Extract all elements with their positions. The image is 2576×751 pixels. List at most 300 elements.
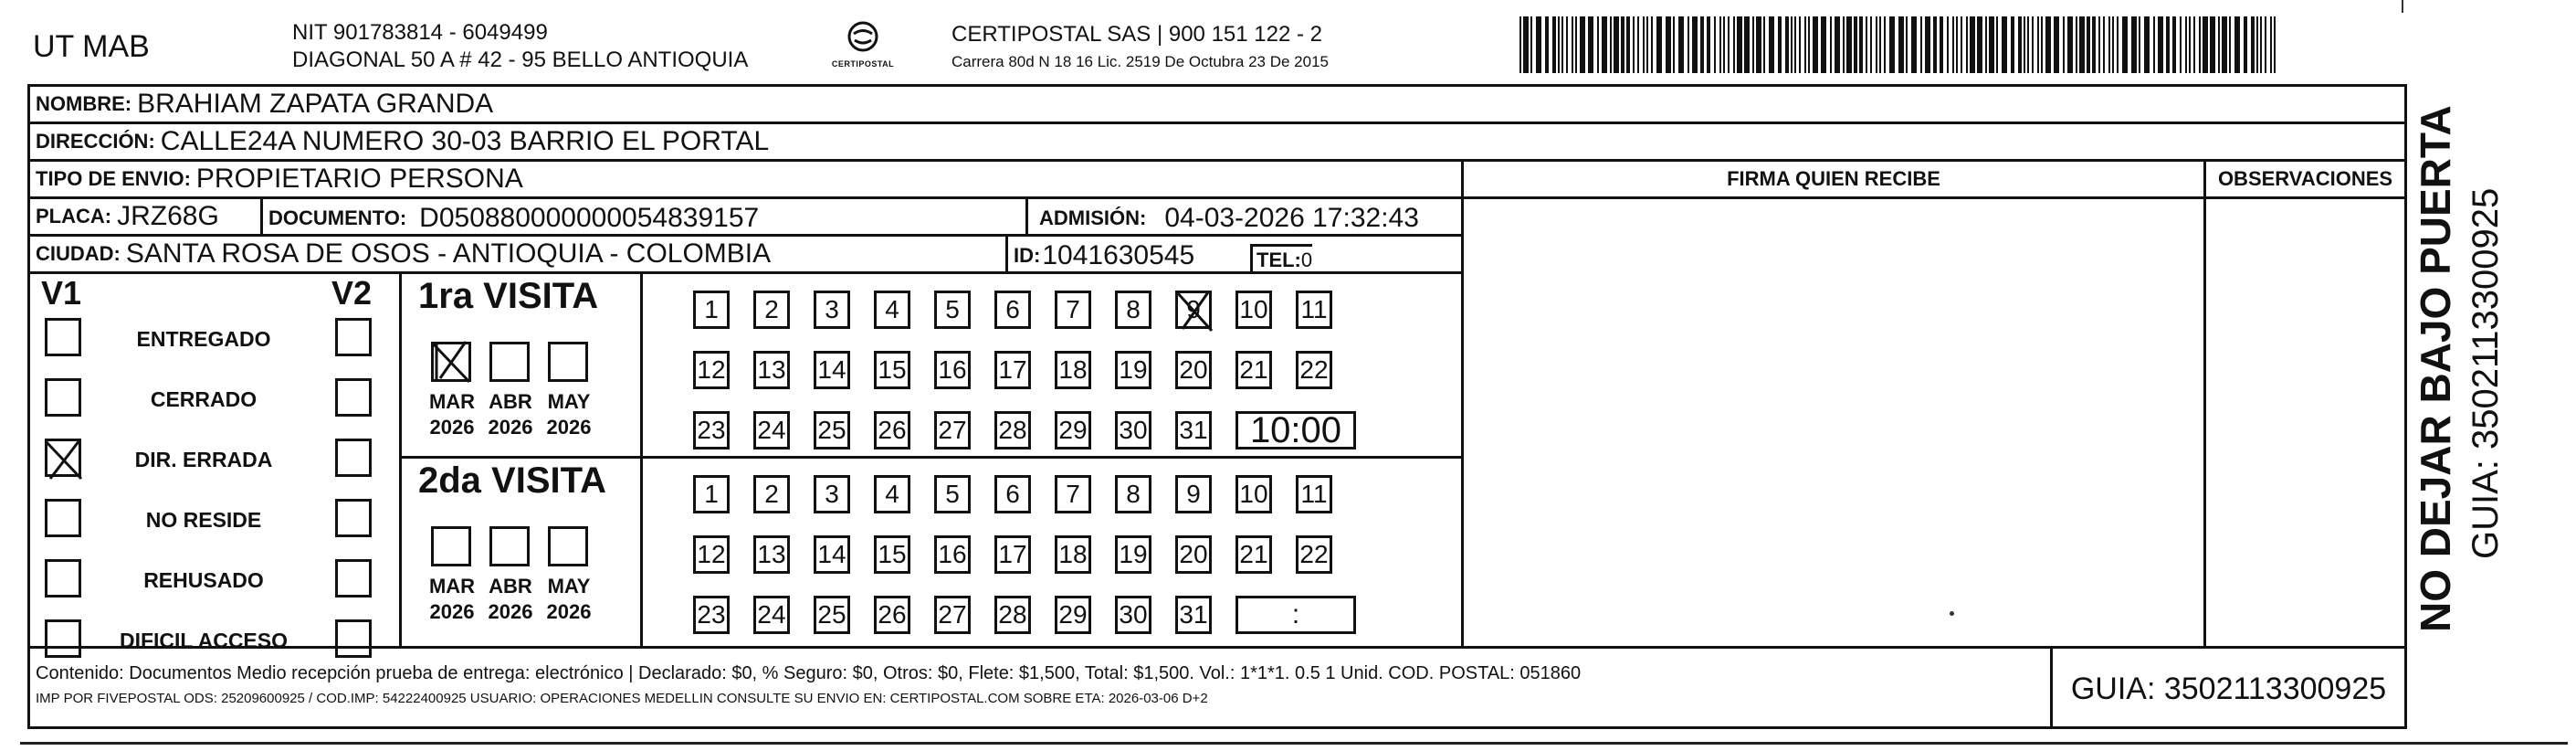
day-checkbox[interactable] xyxy=(1055,475,1091,513)
day-checkbox[interactable] xyxy=(814,596,850,634)
barcode-bar xyxy=(2256,16,2258,73)
barcode-bar xyxy=(2041,16,2043,73)
barcode-bar xyxy=(1646,16,1648,73)
documento-label: DOCUMENTO: xyxy=(268,206,407,229)
month-label xyxy=(537,389,601,440)
month-year: 2026 xyxy=(488,416,533,439)
reason-label: NO RESIDE xyxy=(145,508,262,532)
id-value: 1041630545 xyxy=(1042,239,1195,270)
month-label xyxy=(420,389,484,440)
side-warning: NO DEJAR BAJO PUERTA xyxy=(2412,105,2459,632)
barcode-bar xyxy=(2067,16,2073,73)
tipo-value: PROPIETARIO PERSONA xyxy=(195,164,523,194)
day-checkbox[interactable] xyxy=(934,291,971,329)
barcode-bar xyxy=(1985,16,1987,73)
barcode-bar xyxy=(2251,16,2255,73)
day-checkbox[interactable] xyxy=(1115,535,1151,574)
day-label: 6 xyxy=(1005,480,1020,508)
barcode-bar xyxy=(1854,16,1857,73)
barcode-bar xyxy=(1744,16,1750,73)
barcode-bar xyxy=(1791,16,1793,73)
barcode-bar xyxy=(2172,16,2176,73)
day-checkbox[interactable] xyxy=(994,291,1031,329)
side-guia: GUIA: 3502113300925 xyxy=(2466,187,2506,559)
barcode-bar xyxy=(1794,16,1796,73)
v2-checkbox[interactable] xyxy=(335,559,372,598)
day-checkbox[interactable] xyxy=(1296,291,1332,329)
month-checkbox[interactable] xyxy=(489,526,530,566)
day-checkbox[interactable] xyxy=(994,535,1031,574)
barcode-bar xyxy=(1956,16,1958,73)
barcode-bar xyxy=(2189,16,2191,73)
day-checkbox[interactable] xyxy=(1235,351,1272,389)
barcode-bar xyxy=(1566,16,1568,73)
barcode-bar xyxy=(1602,16,1607,73)
day-label: 17 xyxy=(998,355,1027,384)
v1-checkbox[interactable] xyxy=(45,318,81,356)
barcode-bar xyxy=(2103,16,2105,73)
reason-label: DIR. ERRADA xyxy=(134,448,273,471)
barcode-bar xyxy=(1821,16,1826,73)
barcode-bar xyxy=(2117,16,2119,73)
barcode-bar xyxy=(1700,16,1704,73)
barcode xyxy=(1519,16,2287,73)
day-checkbox[interactable] xyxy=(1115,351,1151,389)
v2-label: V2 xyxy=(331,274,373,312)
barcode-bar xyxy=(1707,16,1710,73)
day-checkbox[interactable] xyxy=(1175,351,1212,389)
barcode-bar xyxy=(2079,16,2085,73)
day-checkbox[interactable] xyxy=(753,535,790,574)
day-label: 27 xyxy=(938,416,967,444)
day-label: 27 xyxy=(938,600,967,629)
day-checkbox[interactable] xyxy=(1115,411,1151,450)
barcode-bar xyxy=(1870,16,1872,73)
ciudad-value: SANTA ROSA DE OSOS - ANTIOQUIA - COLOMBIA xyxy=(125,238,772,269)
day-label: 11 xyxy=(1300,295,1328,323)
month-name: MAY xyxy=(547,575,591,598)
placa-value: JRZ68G xyxy=(117,201,219,231)
barcode-bar xyxy=(2032,16,2034,73)
day-checkbox[interactable] xyxy=(934,596,971,634)
day-label: 29 xyxy=(1058,600,1088,629)
barcode-bar xyxy=(2092,16,2096,73)
barcode-bar xyxy=(1933,16,1937,73)
day-checkbox[interactable] xyxy=(1175,411,1212,450)
day-label: 4 xyxy=(885,295,899,323)
day-checkbox[interactable] xyxy=(693,411,730,450)
day-checkbox[interactable] xyxy=(1055,596,1091,634)
day-checkbox[interactable] xyxy=(1175,475,1212,513)
month-label xyxy=(478,389,542,440)
time-field[interactable]: 10:00 xyxy=(1235,411,1356,450)
tipo-label: TIPO DE ENVIO: xyxy=(36,167,191,190)
day-checkbox[interactable] xyxy=(994,596,1031,634)
day-label: 23 xyxy=(697,600,726,629)
barcode-bar xyxy=(2229,16,2231,73)
day-checkbox[interactable] xyxy=(1115,596,1151,634)
month-label xyxy=(537,574,601,625)
row-ciudad xyxy=(30,237,1461,274)
month-name: MAR xyxy=(428,575,476,598)
day-label: 25 xyxy=(817,416,846,444)
month-year: 2026 xyxy=(429,416,475,439)
day-label: 14 xyxy=(817,355,846,384)
day-label: 7 xyxy=(1066,295,1080,323)
carrier-logo xyxy=(831,18,895,69)
barcode-bar xyxy=(1561,16,1563,73)
day-label: 12 xyxy=(697,540,726,568)
barcode-bar xyxy=(2018,16,2022,73)
day-checkbox[interactable] xyxy=(693,351,730,389)
day-label: 26 xyxy=(878,416,907,444)
documento-value: D050880000000054839157 xyxy=(419,202,760,233)
barcode-bar xyxy=(2210,16,2215,73)
barcode-bar xyxy=(1966,16,1968,73)
footer-line-2: IMP POR FIVEPOSTAL ODS: 25209600925 / COD.IMP: 54222400925 USUARIO: OPERACIONES MEDELLIN CONSULTE SU ENVIO EN: CERTIPOSTAL.COM SOBRE ETA: 2026-03-06 D+2 xyxy=(36,691,1208,706)
day-label: 4 xyxy=(885,480,899,508)
day-checkbox[interactable] xyxy=(1175,596,1212,634)
firma-header: FIRMA QUIEN RECIBE xyxy=(1464,162,2203,199)
day-checkbox[interactable] xyxy=(934,475,971,513)
row-direccion xyxy=(30,124,2404,162)
day-checkbox[interactable] xyxy=(1055,411,1091,450)
barcode-bar xyxy=(2199,16,2201,73)
day-label: 22 xyxy=(1299,355,1329,384)
day-checkbox[interactable] xyxy=(1175,291,1212,329)
day-checkbox[interactable] xyxy=(874,351,910,389)
barcode-bar xyxy=(1989,16,1994,73)
day-label: 24 xyxy=(757,600,786,629)
day-checkbox[interactable] xyxy=(1296,351,1332,389)
admision-value: 04-03-2026 17:32:43 xyxy=(1164,202,1419,233)
v2-checkbox[interactable] xyxy=(335,378,372,417)
day-label: 31 xyxy=(1179,600,1208,629)
day-checkbox[interactable] xyxy=(994,411,1031,450)
barcode-bar xyxy=(1947,16,1949,73)
barcode-bar xyxy=(2274,16,2276,73)
day-label: 13 xyxy=(757,540,786,568)
barcode-bar xyxy=(1666,16,1671,73)
day-checkbox[interactable] xyxy=(814,291,850,329)
barcode-bar xyxy=(1545,16,1549,73)
month-checkbox[interactable] xyxy=(548,526,588,566)
reasons-panel xyxy=(30,274,402,652)
ciudad-label: CIUDAD: xyxy=(36,242,121,265)
day-label: 10 xyxy=(1239,480,1268,508)
barcode-bar xyxy=(1925,16,1930,73)
barcode-bar xyxy=(1656,16,1662,73)
day-checkbox[interactable] xyxy=(1235,535,1272,574)
barcode-bar xyxy=(2108,16,2110,73)
placa-label: PLACA: xyxy=(36,205,112,227)
day-checkbox[interactable] xyxy=(753,291,790,329)
day-label: 1 xyxy=(704,295,719,323)
month-year: 2026 xyxy=(488,600,533,623)
day-checkbox[interactable] xyxy=(874,291,910,329)
barcode-bar xyxy=(1723,16,1725,73)
day-label: 23 xyxy=(697,416,726,444)
day-checkbox[interactable] xyxy=(934,535,971,574)
barcode-bar xyxy=(1719,16,1721,73)
nombre-label: NOMBRE: xyxy=(36,92,132,115)
day-checkbox[interactable] xyxy=(753,475,790,513)
day-checkbox[interactable] xyxy=(693,535,730,574)
barcode-bar xyxy=(2180,16,2182,73)
barcode-bar xyxy=(2087,16,2090,73)
barcode-bar xyxy=(1906,16,1908,73)
barcode-bar xyxy=(1961,16,1962,73)
day-label: 29 xyxy=(1058,416,1088,444)
barcode-bar xyxy=(1769,16,1774,73)
time-field[interactable]: : xyxy=(1235,596,1356,634)
barcode-bar xyxy=(2112,16,2114,73)
month-checkbox[interactable] xyxy=(489,342,530,382)
day-label: 14 xyxy=(817,540,846,568)
barcode-bar xyxy=(1530,16,1532,73)
reason-label: CERRADO xyxy=(150,387,258,411)
barcode-bar xyxy=(1637,16,1639,73)
barcode-bar xyxy=(2011,16,2014,73)
barcode-bar xyxy=(1785,16,1789,73)
barcode-bar xyxy=(1536,16,1541,73)
barcode-bar xyxy=(1673,16,1675,73)
tel-cell xyxy=(1250,244,1312,274)
barcode-bar xyxy=(1678,16,1684,73)
barcode-bar xyxy=(1804,16,1806,73)
day-checkbox[interactable] xyxy=(814,411,850,450)
barcode-bar xyxy=(1977,16,1982,73)
v1-label: V1 xyxy=(41,274,82,312)
barcode-bar xyxy=(1830,16,1832,73)
barcode-bar xyxy=(2193,16,2195,73)
footer-guia: GUIA: 3502113300925 xyxy=(2070,671,2387,706)
day-label: 7 xyxy=(1066,480,1080,508)
v2-checkbox[interactable] xyxy=(335,499,372,537)
month-checkbox[interactable] xyxy=(548,342,588,382)
month-name: MAY xyxy=(547,390,591,413)
barcode-bar xyxy=(1940,16,1943,73)
day-label: 11 xyxy=(1300,480,1328,508)
barcode-bar xyxy=(2076,16,2077,73)
visit-title: 2da VISITA xyxy=(418,460,606,501)
day-label: 1 xyxy=(704,480,719,508)
day-checkbox[interactable] xyxy=(874,411,910,450)
day-checkbox[interactable] xyxy=(693,291,730,329)
barcode-bar xyxy=(1733,16,1735,73)
day-label: 3 xyxy=(825,295,839,323)
v2-checkbox[interactable] xyxy=(335,318,372,356)
day-label: 25 xyxy=(817,600,846,629)
observaciones-header: OBSERVACIONES xyxy=(2206,162,2404,199)
barcode-bar xyxy=(2144,16,2150,73)
day-checkbox[interactable] xyxy=(1235,475,1272,513)
barcode-bar xyxy=(1843,16,1845,73)
barcode-bar xyxy=(1552,16,1556,73)
month-year: 2026 xyxy=(429,600,475,623)
day-label: 26 xyxy=(878,600,907,629)
day-checkbox[interactable] xyxy=(753,411,790,450)
direccion-value: CALLE24A NUMERO 30-03 BARRIO EL PORTAL xyxy=(160,126,770,156)
brand: UT MAB xyxy=(33,29,150,64)
day-label: 20 xyxy=(1179,355,1208,384)
sender-address: DIAGONAL 50 A # 42 - 95 BELLO ANTIOQUIA xyxy=(292,48,749,72)
check-mark-icon xyxy=(45,439,81,477)
day-checkbox[interactable] xyxy=(814,475,850,513)
month-checkbox[interactable] xyxy=(431,526,471,566)
barcode-bar xyxy=(2244,16,2247,73)
barcode-bar xyxy=(1633,16,1635,73)
day-label: 15 xyxy=(878,355,907,384)
nit: NIT 901783814 - 6049499 xyxy=(292,20,548,45)
nombre-value: BRAHIAM ZAPATA GRANDA xyxy=(137,89,494,119)
header xyxy=(20,0,2403,84)
barcode-bar xyxy=(1519,16,1521,73)
barcode-bar xyxy=(2024,16,2025,73)
day-label: 13 xyxy=(757,355,786,384)
barcode-bar xyxy=(1898,16,1904,73)
barcode-bar xyxy=(1614,16,1619,73)
barcode-bar xyxy=(2260,16,2262,73)
day-label: 15 xyxy=(878,540,907,568)
day-label: 6 xyxy=(1005,295,1020,323)
barcode-bar xyxy=(1911,16,1917,73)
barcode-bar xyxy=(1692,16,1698,73)
v1-checkbox[interactable] xyxy=(45,439,81,477)
month-label xyxy=(478,574,542,625)
month-label xyxy=(420,574,484,625)
observaciones-column xyxy=(2203,162,2404,646)
barcode-bar xyxy=(1626,16,1630,73)
day-checkbox[interactable] xyxy=(874,475,910,513)
barcode-bar xyxy=(1879,16,1881,73)
day-label: 19 xyxy=(1119,355,1148,384)
month-name: MAR xyxy=(428,390,476,413)
barcode-bar xyxy=(2166,16,2170,73)
day-checkbox[interactable] xyxy=(874,535,910,574)
barcode-bar xyxy=(1846,16,1852,73)
day-checkbox[interactable] xyxy=(814,535,850,574)
day-label: 30 xyxy=(1119,600,1148,629)
day-checkbox[interactable] xyxy=(994,475,1031,513)
barcode-bar xyxy=(1580,16,1585,73)
day-checkbox[interactable] xyxy=(1055,535,1091,574)
barcode-bar xyxy=(2037,16,2039,73)
day-checkbox[interactable] xyxy=(1296,535,1332,574)
barcode-bar xyxy=(1866,16,1867,73)
firma-column xyxy=(1461,162,2203,646)
barcode-bar xyxy=(1876,16,1877,73)
reason-label: DIFICIL ACCESO xyxy=(119,629,288,652)
tel-value: 0 xyxy=(1300,249,1313,271)
barcode-bar xyxy=(1728,16,1730,73)
day-label: 2 xyxy=(764,295,779,323)
month-year: 2026 xyxy=(546,416,592,439)
day-checkbox[interactable] xyxy=(693,475,730,513)
day-label: 18 xyxy=(1058,540,1088,568)
carrier-logo-icon xyxy=(831,18,895,55)
day-label: 9 xyxy=(1186,295,1201,323)
day-checkbox[interactable] xyxy=(994,351,1031,389)
reason-label: REHUSADO xyxy=(143,568,264,592)
month-checkbox[interactable] xyxy=(431,342,471,382)
day-label: 5 xyxy=(945,295,960,323)
day-checkbox[interactable] xyxy=(814,351,850,389)
v1-checkbox[interactable] xyxy=(45,559,81,598)
day-checkbox[interactable] xyxy=(1115,291,1151,329)
barcode-bar xyxy=(1920,16,1922,73)
day-checkbox[interactable] xyxy=(1296,475,1332,513)
day-label: 31 xyxy=(1179,416,1208,444)
v2-checkbox[interactable] xyxy=(335,439,372,477)
barcode-bar xyxy=(2027,16,2029,73)
day-checkbox[interactable] xyxy=(1055,351,1091,389)
barcode-bar xyxy=(2098,16,2100,73)
day-label: 21 xyxy=(1239,355,1268,384)
barcode-bar xyxy=(1996,16,1998,73)
v1-checkbox[interactable] xyxy=(45,499,81,537)
barcode-bar xyxy=(1756,16,1761,73)
day-label: 10 xyxy=(1239,295,1268,323)
barcode-bar xyxy=(1643,16,1645,73)
day-label: 28 xyxy=(998,600,1027,629)
barcode-bar xyxy=(2218,16,2220,73)
day-label: 16 xyxy=(938,540,967,568)
form xyxy=(27,84,2407,729)
day-checkbox[interactable] xyxy=(693,596,730,634)
day-checkbox[interactable] xyxy=(934,411,971,450)
v1-checkbox[interactable] xyxy=(45,378,81,417)
check-mark-icon xyxy=(1175,291,1212,329)
bottom-edge xyxy=(20,742,2568,745)
barcode-bar xyxy=(2122,16,2128,73)
barcode-bar xyxy=(2054,16,2059,73)
day-label: 12 xyxy=(697,355,726,384)
month-name: ABR xyxy=(489,390,532,413)
day-label: 17 xyxy=(998,540,1027,568)
barcode-bar xyxy=(2234,16,2240,73)
day-checkbox[interactable] xyxy=(874,596,910,634)
barcode-bar xyxy=(2222,16,2227,73)
carrier-logo-text: CERTIPOSTAL xyxy=(831,59,895,69)
barcode-bar xyxy=(1621,16,1624,73)
barcode-bar xyxy=(1714,16,1716,73)
day-checkbox[interactable] xyxy=(1115,475,1151,513)
tel-label: TEL: xyxy=(1256,249,1301,271)
barcode-bar xyxy=(1808,16,1810,73)
barcode-bar xyxy=(2045,16,2051,73)
day-checkbox[interactable] xyxy=(753,351,790,389)
barcode-bar xyxy=(1952,16,1954,73)
day-checkbox[interactable] xyxy=(934,351,971,389)
barcode-bar xyxy=(1799,16,1801,73)
day-label: 5 xyxy=(945,480,960,508)
barcode-bar xyxy=(1588,16,1593,73)
day-label: 19 xyxy=(1119,540,1148,568)
day-checkbox[interactable] xyxy=(1235,291,1272,329)
barcode-bar xyxy=(1752,16,1754,73)
day-checkbox[interactable] xyxy=(753,596,790,634)
day-label: 9 xyxy=(1186,480,1201,508)
pen-dot xyxy=(1950,611,1954,616)
barcode-bar xyxy=(2265,16,2266,73)
day-label: 18 xyxy=(1058,355,1088,384)
day-checkbox[interactable] xyxy=(1055,291,1091,329)
barcode-bar xyxy=(1835,16,1840,73)
day-label: 30 xyxy=(1119,416,1148,444)
day-label: 2 xyxy=(764,480,779,508)
day-checkbox[interactable] xyxy=(1175,535,1212,574)
